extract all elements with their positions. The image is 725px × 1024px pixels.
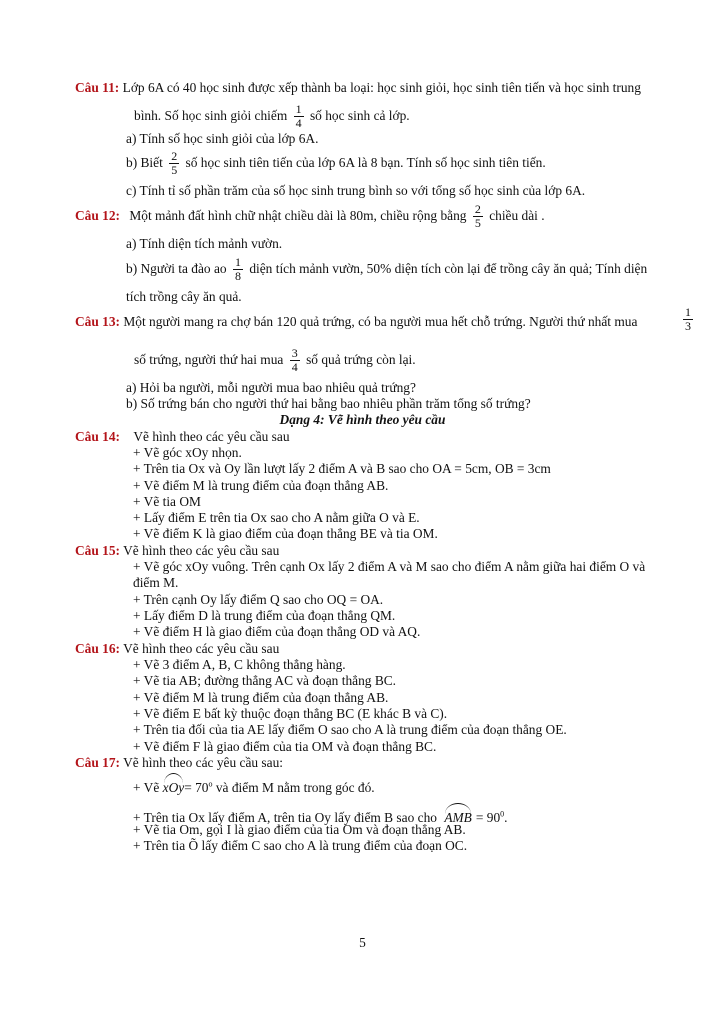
q12-part-b-lead: b) Người ta đào ao [126,261,227,276]
q16-item: + Vẽ tia AB; đường thẳng AC và đoạn thẳng BC. [133,673,397,688]
q12-part-b-text: diện tích mảnh vườn, 50% diện tích còn lại để trồng cây ăn quả; Tính diện [249,261,648,276]
q13-fraction-1-3 [680,306,696,333]
q11-part-b-text: số học sinh tiên tiến của lớp 6A là 8 bạn. Tính số học sinh tiên tiến. [185,155,546,170]
q12-text-1b: chiều dài . [489,208,545,223]
q17-item-3: + Vẽ tia Om, gọi I là giao điểm của tia Om và đoạn thẳng AB. [133,822,466,837]
q14-intro: Vẽ hình theo các yêu cầu sau [133,429,290,444]
fraction-numerator: 2 [171,149,178,164]
fraction-denominator: 4 [291,360,298,375]
degree-sign: o [208,779,213,789]
q13-label: Câu 13: [75,314,121,329]
q13-text-1: Một người mang ra chợ bán 120 quả trứng, có ba người mua hết chỗ trứng. Người thứ nhất mua [123,314,638,329]
q15-item: + Vẽ điểm H là giao điểm của đoạn thẳng OD và AQ. [133,624,421,639]
fraction-denominator: 8 [234,269,241,284]
q15-label: Câu 15: [75,543,121,558]
angle-amb: AMB [444,806,472,826]
q11-part-c: c) Tính tỉ số phần trăm của số học sinh trung bình so với tổng số học sinh của lớp 6A. [126,183,586,198]
q17-item-1-lead: + Vẽ [133,780,160,795]
q17-item-1 [133,776,375,796]
q11-part-b-lead: b) Biết [126,155,163,170]
q11-text-2a: bình. Số học sinh giỏi chiếm [134,108,288,123]
q17-item-1-text: và điểm M nằm trong góc đó. [215,780,375,795]
q15-item: + Vẽ góc xOy vuông. Trên cạnh Ox lấy 2 điểm A và M sao cho điểm A nằm giữa hai điểm O và [133,559,646,574]
q17-intro: Vẽ hình theo các yêu cầu sau: [123,755,284,770]
q13-fraction-3-4 [290,347,300,374]
q15-item: + Lấy điểm D là trung điểm của đoạn thẳng QM. [133,608,396,623]
q16-item: + Vẽ điểm F là giao điểm của tia OM và đoạn thẳng BC. [133,739,437,754]
fraction-denominator: 5 [474,216,481,231]
angle-amb-value: = 90 [475,810,501,825]
q11-fraction-1-4 [294,103,304,130]
q15-item: điểm M. [133,575,179,590]
fraction-numerator: 2 [474,202,481,217]
q11-text-2b: số học sinh cả lớp. [309,108,410,123]
q17-intro-line [75,755,283,771]
fraction-numerator: 1 [234,255,241,270]
q17-label: Câu 17: [75,755,121,770]
q11-label: Câu 11: [75,80,120,95]
q14-item: + Vẽ điểm M là trung điểm của đoạn thẳng AB. [133,478,389,493]
q16-intro-line [75,641,279,657]
q12-part-b [126,253,647,285]
q12-label: Câu 12: [75,208,121,223]
q11-part-a: a) Tính số học sinh giỏi của lớp 6A. [126,131,319,146]
fraction-numerator: 3 [291,346,298,361]
fraction-denominator: 3 [685,319,691,333]
section-heading: Dạng 4: Vẽ hình theo yêu cầu [279,412,446,427]
q13-text-2a: số trứng, người thứ hai mua [134,352,284,367]
q14-item: + Vẽ điểm K là giao điểm của đoạn thẳng BE và tia OM. [133,526,438,541]
q14-item: + Vẽ góc xOy nhọn. [133,445,242,460]
q13-part-a: a) Hỏi ba người, mỗi người mua bao nhiêu quả trứng? [126,380,416,395]
q13-line-1 [75,314,637,330]
q11-line-1 [75,80,641,96]
degree-sign: 0 [500,809,505,819]
angle-xoy-value: = 70 [184,780,209,795]
q17-item-2-lead: + Trên tia Ox lấy điểm A, trên tia Oy lấy điểm B sao cho [133,810,437,825]
q17-item-2-end: . [504,810,508,825]
q14-item: + Lấy điểm E trên tia Ox sao cho A nằm giữa O và E. [133,510,420,525]
q13-part-b: b) Số trứng bán cho người thứ hai bằng bao nhiêu phần trăm tổng số trứng? [126,396,531,411]
q12-fraction-2-5 [473,203,483,230]
q11-part-b [126,147,546,179]
q12-part-a: a) Tính diện tích mảnh vườn. [126,236,283,251]
page-number: 5 [359,935,366,950]
fraction-denominator: 4 [295,116,302,131]
q16-item: + Vẽ điểm M là trung điểm của đoạn thẳng AB. [133,690,389,705]
q14-intro-line [75,429,290,445]
q14-item: + Trên tia Ox và Oy lần lượt lấy 2 điểm A và B sao cho OA = 5cm, OB = 3cm [133,461,551,476]
q16-intro: Vẽ hình theo các yêu cầu sau [123,641,280,656]
q13-line-2 [134,344,416,376]
q11-fraction-2-5 [169,150,179,177]
q12-part-b-cont: tích trồng cây ăn quả. [126,289,242,304]
angle-xoy: xOy [163,776,185,796]
q14-item: + Vẽ tia OM [133,494,201,509]
q13-fraction-1-3-inner [683,306,693,333]
q16-item: + Vẽ 3 điểm A, B, C không thẳng hàng. [133,657,346,672]
q15-intro-line [75,543,279,559]
q15-intro: Vẽ hình theo các yêu cầu sau [123,543,280,558]
fraction-numerator: 1 [685,305,691,319]
fraction-denominator: 5 [171,163,178,178]
q12-fraction-1-8 [233,256,243,283]
q16-item: + Vẽ điểm E bất kỳ thuộc đoạn thẳng BC (E khác B và C). [133,706,448,721]
q13-text-2b: số quả trứng còn lại. [306,352,416,367]
q14-label: Câu 14: [75,429,121,444]
q17-item-4: + Trên tia Õ lấy điểm C sao cho A là trung điểm của đoạn OC. [133,838,468,853]
q15-item: + Trên cạnh Oy lấy điểm Q sao cho OQ = OA. [133,592,384,607]
q16-item: + Trên tia đối của tia AE lấy điểm O sao cho A là trung điểm của đoạn thẳng OE. [133,722,567,737]
fraction-numerator: 1 [295,102,302,117]
q16-label: Câu 16: [75,641,121,656]
q11-text-1: Lớp 6A có 40 học sinh được xếp thành ba loại: học sinh giỏi, học sinh tiên tiến và học sinh trung [122,80,641,95]
q12-text-1a: Một mảnh đất hình chữ nhật chiều dài là 80m, chiều rộng bằng [129,208,467,223]
q12-line-1 [75,200,545,232]
q11-line-2 [134,100,410,132]
